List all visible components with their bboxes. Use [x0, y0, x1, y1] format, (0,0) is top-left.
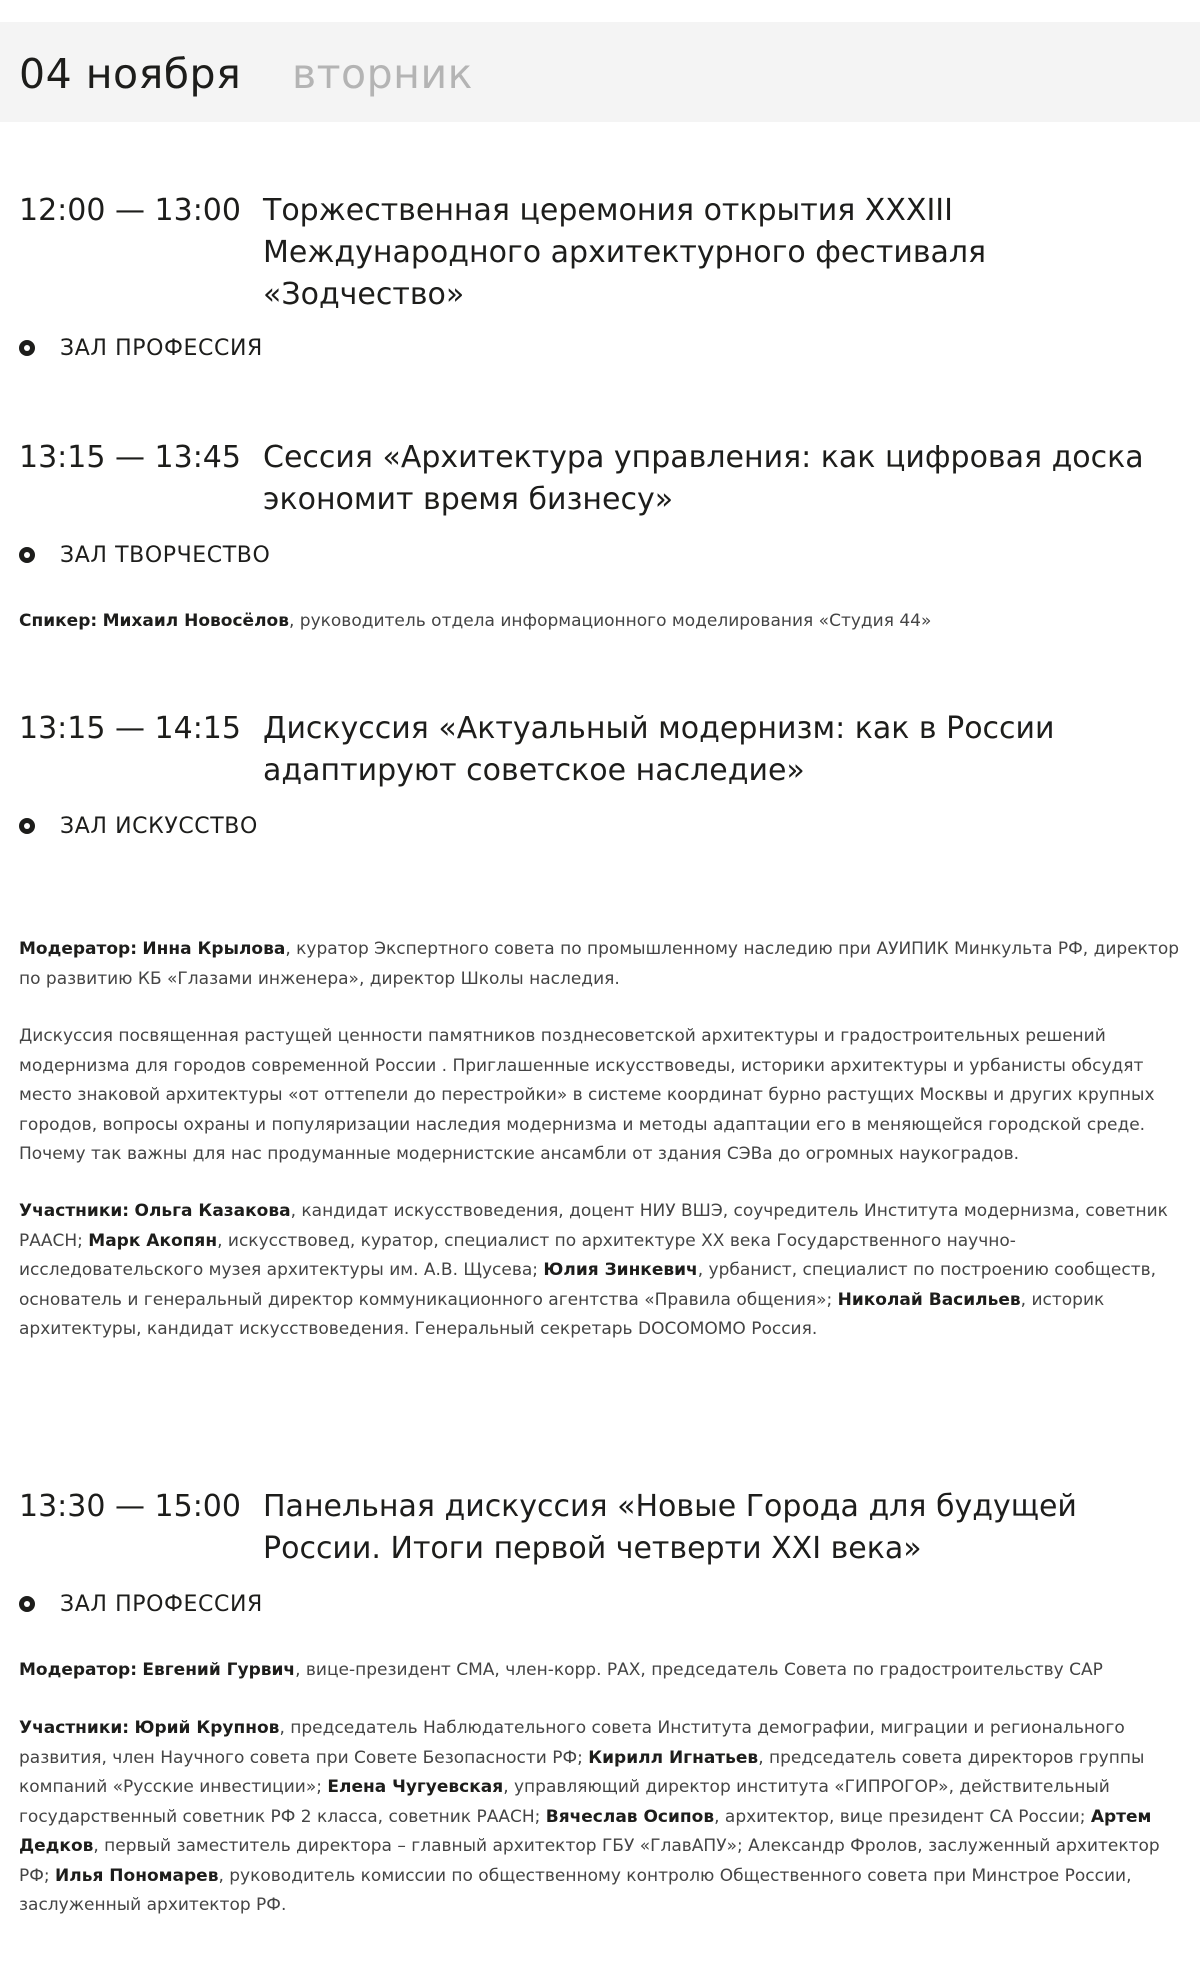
moderator-label: Модератор:: [19, 1660, 137, 1680]
location-marker-icon: [19, 547, 35, 563]
event-title: Дискуссия «Актуальный модернизм: как в России адаптируют советское наследие»: [263, 711, 1055, 788]
moderator-name: Евгений Гурвич: [142, 1660, 296, 1680]
participant-role: , историк архитектуры, кандидат искусствоведения. Генеральный секретарь DOCOMOMO Россия.: [19, 1289, 1105, 1339]
event-time: 13:15 — 14:15: [19, 711, 241, 746]
participant-role: , председатель совета директоров группы компаний «Русские инвестиции»;: [19, 1747, 1145, 1797]
location-marker-icon: [19, 818, 35, 834]
moderator-info: [19, 1656, 1185, 1686]
participant-role: , председатель Наблюдательного совета Института демографии, миграции и регионального развития, член Научного совета при Совете Безопасности РФ;: [19, 1718, 1125, 1768]
participant-role: , кандидат искусствоведения, доцент НИУ ВШЭ, соучредитель Института модернизма, советник РААСН;: [19, 1201, 1168, 1251]
participant-name: Артем Дедков: [19, 1806, 1152, 1856]
participants-info: [19, 1197, 1185, 1345]
location-marker-icon: [19, 340, 35, 356]
participants-label: Участники:: [19, 1718, 130, 1738]
moderator-label: Модератор:: [19, 939, 137, 959]
participant-role: , управляющий директор института «ГИПРОГОР», действительный государственный советник РФ 2 класса, советник РААСН;: [19, 1777, 1110, 1827]
speaker-name: Михаил Новосёлов: [102, 611, 289, 631]
participant-role: , искусствовед, куратор, специалист по архитектуре XX века Государственного научно-исследовательского музея архитектуры им. А.В. Щусева;: [19, 1230, 1016, 1280]
date-header: [0, 22, 1200, 122]
event-title: Торжественная церемония открытия XXXIII Международного архитектурного фестиваля «Зодчество»: [263, 193, 987, 312]
event-time: 13:30 — 15:00: [19, 1489, 241, 1524]
date-label: 04 ноября: [19, 50, 242, 98]
participant-name: Ольга Казакова: [134, 1201, 291, 1221]
participant-name: Николай Васильев: [837, 1289, 1021, 1310]
hall-label: ЗАЛ ПРОФЕССИЯ: [60, 1592, 263, 1617]
event-title: Сессия «Архитектура управления: как цифровая доска экономит время бизнесу»: [263, 440, 1144, 517]
participants-info: [19, 1714, 1185, 1921]
participant-role: , архитектор, вице президент СА России;: [714, 1806, 1091, 1827]
moderator-role: , вице-президент СМА, член-корр. РАХ, председатель Совета по градостроительству САР: [295, 1660, 1103, 1680]
participant-role: , урбанист, специалист по построению сообществ, основатель и генеральный директор коммуникационного агентства «Правила общения»;: [19, 1260, 1157, 1310]
event-time: 13:15 — 13:45: [19, 440, 241, 475]
weekday-label: вторник: [292, 50, 473, 98]
participant-name: Юрий Крупнов: [134, 1718, 280, 1738]
event-time: 12:00 — 13:00: [19, 193, 241, 228]
event-description: Дискуссия посвященная растущей ценности памятников позднесоветской архитектуры и градостроительных решений модернизма для городов современной России . Приглашенные искусствоведы, историки архитектуры и урбанисты обсудят место знаковой архитектуры «от оттепели до перестройки» в системе координат бурно растущих Москвы и других крупных городов, вопросы охраны и популяризации наследия модернизма и методы адаптации его в меняющейся городской среде. Почему так важны для нас продуманные модернистские ансамбли от здания СЭВа до огромных наукоградов.: [19, 1026, 1155, 1164]
participant-name: Елена Чугуевская: [327, 1777, 504, 1797]
event-title: Панельная дискуссия «Новые Города для будущей России. Итоги первой четверти XXI века»: [263, 1489, 1077, 1566]
location-marker-icon: [19, 1596, 35, 1612]
moderator-info: [19, 935, 1185, 994]
participant-name: Кирилл Игнатьев: [588, 1747, 759, 1768]
participant-name: Вячеслав Осипов: [545, 1806, 715, 1827]
participant-role: , руководитель комиссии по общественному контролю Общественного совета при Минстрое России, заслуженный архитектор РФ.: [19, 1865, 1132, 1915]
participant-name: Илья Пономарев: [55, 1865, 219, 1886]
hall-label: ЗАЛ ПРОФЕССИЯ: [60, 336, 263, 361]
participant-name: Марк Акопян: [88, 1230, 218, 1251]
speaker-info: [19, 607, 1185, 637]
speaker-label: Спикер:: [19, 611, 98, 631]
moderator-name: Инна Крылова: [142, 939, 286, 959]
participants-label: Участники:: [19, 1201, 130, 1221]
hall-label: ЗАЛ ИСКУССТВО: [60, 814, 258, 839]
hall-label: ЗАЛ ТВОРЧЕСТВО: [60, 543, 271, 568]
participant-name: Юлия Зинкевич: [543, 1260, 698, 1280]
moderator-role: , куратор Экспертного совета по промышленному наследию при АУИПИК Минкульта РФ, директор по развитию КБ «Глазами инженера», директор Школы наследия.: [19, 939, 1180, 989]
participant-role: , первый заместитель директора – главный архитектор ГБУ «ГлавАПУ»; Александр Фролов, заслуженный архитектор РФ;: [19, 1836, 1160, 1886]
speaker-role: , руководитель отдела информационного моделирования «Студия 44»: [288, 611, 932, 631]
